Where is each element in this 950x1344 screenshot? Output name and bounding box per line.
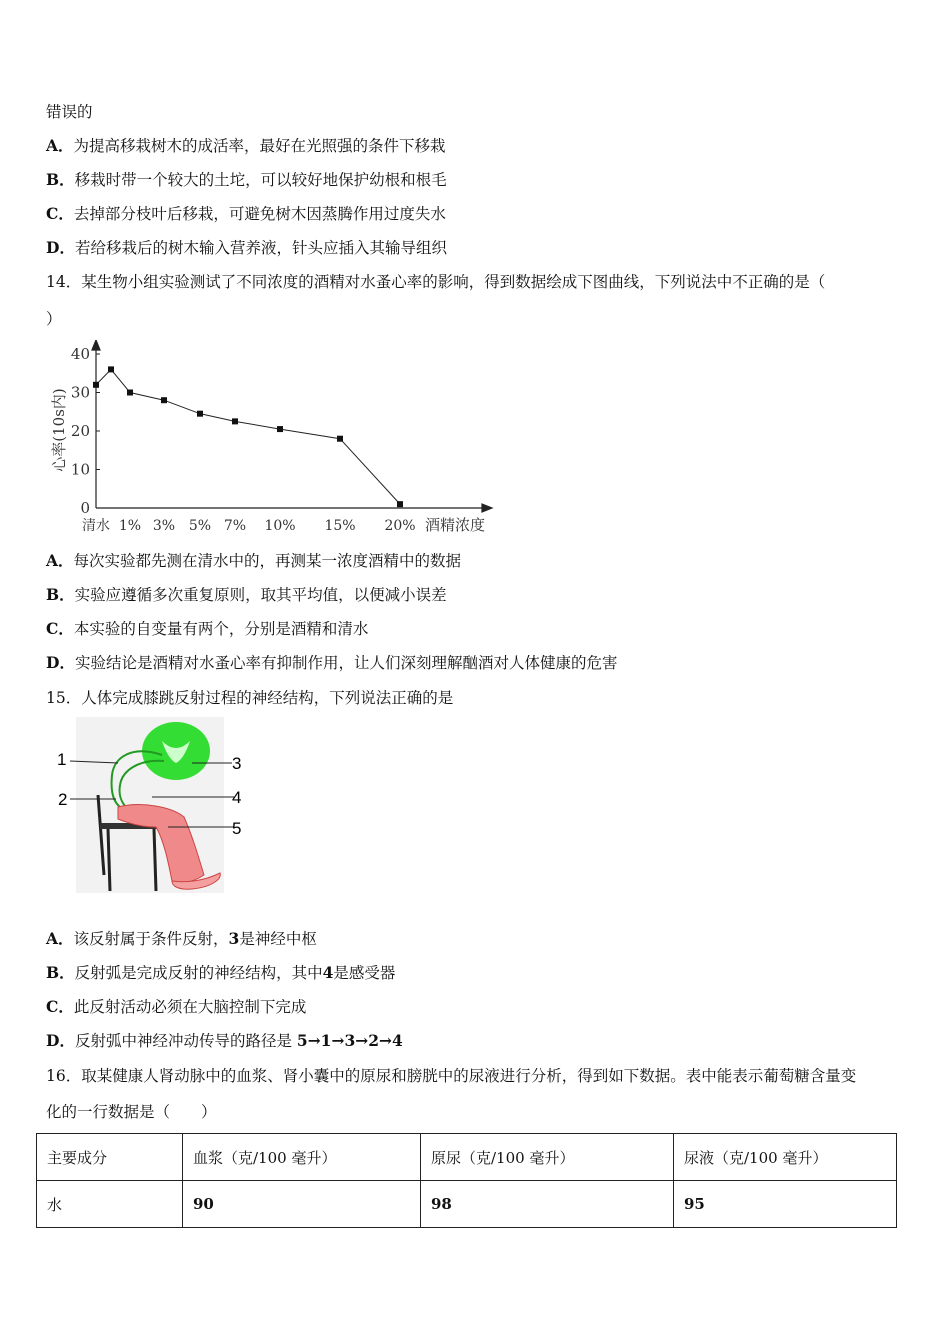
q15-option-b[interactable]: B．反射弧是完成反射的神经结构，其中4是感受器 <box>46 963 396 982</box>
x-tick-label: 7% <box>223 518 247 534</box>
table-header-row <box>37 1134 897 1181</box>
q15-option-a[interactable]: A．该反射属于条件反射，3是神经中枢 <box>46 929 317 948</box>
data-point <box>108 366 114 372</box>
q14-stem-end: ） <box>46 310 62 328</box>
y-tick-label: 30 <box>70 383 90 402</box>
y-axis-arrow <box>92 340 100 350</box>
x-axis-label: 酒精浓度 <box>425 516 486 534</box>
table-cell: 水 <box>37 1181 183 1228</box>
y-tick-label: 40 <box>70 345 90 363</box>
q15-option-d[interactable]: D．反射弧中神经冲动传导的路径是 5→1→3→2→4 <box>46 1031 403 1050</box>
label-4: 4 <box>232 788 242 807</box>
q14-stem: 14．某生物小组实验测试了不同浓度的酒精对水蚤心率的影响，得到数据绘成下图曲线，下列说法中不正确的是（ <box>46 273 826 291</box>
data-point <box>397 501 403 507</box>
chart-axes <box>92 340 492 512</box>
q14-option-a[interactable]: A．每次实验都先测在清水中的，再测某一浓度酒精中的数据 <box>46 551 462 570</box>
q15-stem: 15．人体完成膝跳反射过程的神经结构，下列说法正确的是 <box>46 689 454 707</box>
x-tick-label: 清水 <box>82 518 110 534</box>
data-point <box>277 426 283 432</box>
chair-leg-2 <box>154 829 156 891</box>
label-5: 5 <box>232 819 242 838</box>
y-axis-label: 心率(10s内) <box>50 388 68 472</box>
x-tick-label: 15% <box>324 518 356 534</box>
q15-option-c[interactable]: C．此反射活动必须在大脑控制下完成 <box>46 997 307 1016</box>
x-axis-arrow <box>482 504 492 512</box>
table-header: 尿液（克/100 毫升） <box>674 1134 897 1181</box>
label-1: 1 <box>57 750 67 769</box>
composition-table <box>36 1133 897 1228</box>
q13-option-d[interactable]: D．若给移栽后的树木输入营养液，针头应插入其输导组织 <box>46 238 447 257</box>
heart-rate-chart <box>46 340 506 540</box>
heart-rate-line <box>96 369 400 504</box>
q13-option-b[interactable]: B．移栽时带一个较大的土坨，可以较好地保护幼根和根毛 <box>46 170 447 189</box>
data-point <box>337 436 343 442</box>
x-tick-label: 10% <box>264 518 296 534</box>
y-tick-label: 20 <box>70 422 90 440</box>
q14-option-d[interactable]: D．实验结论是酒精对水蚤心率有抑制作用，让人们深刻理解酗酒对人体健康的危害 <box>46 653 618 672</box>
q13-option-a[interactable]: A．为提高移栽树木的成活率，最好在光照强的条件下移栽 <box>46 136 446 155</box>
y-tick-label: 10 <box>70 460 90 479</box>
label-2: 2 <box>58 790 68 809</box>
x-tick-label: 20% <box>384 518 416 534</box>
data-point <box>161 397 167 403</box>
label-3: 3 <box>232 754 242 773</box>
table-row <box>37 1181 897 1228</box>
table-header: 血浆（克/100 毫升） <box>183 1134 421 1181</box>
q16-stem-end: 化的一行数据是（ ） <box>46 1103 217 1121</box>
q14-option-b[interactable]: B．实验应遵循多次重复原则，取其平均值，以便减小误差 <box>46 585 447 604</box>
chair-leg-1 <box>108 829 110 891</box>
knee-reflex-figure <box>52 715 252 895</box>
table-cell: 90 <box>183 1181 421 1228</box>
data-point <box>197 411 203 417</box>
table-cell: 98 <box>421 1181 674 1228</box>
data-point <box>93 382 99 388</box>
table-header: 主要成分 <box>37 1134 183 1181</box>
x-tick-label: 5% <box>188 518 212 534</box>
table-cell: 95 <box>674 1181 897 1228</box>
heart-rate-points <box>93 366 403 507</box>
data-point <box>127 390 133 396</box>
x-ticks <box>82 517 416 534</box>
q13-option-c[interactable]: C．去掉部分枝叶后移栽，可避免树木因蒸腾作用过度失水 <box>46 204 446 223</box>
q14-option-c[interactable]: C．本实验的自变量有两个，分别是酒精和清水 <box>46 619 369 638</box>
q16-stem: 16．取某健康人肾动脉中的血浆、肾小囊中的原尿和膀胱中的尿液进行分析，得到如下数据。表中能表示葡萄糖含量变 <box>46 1067 857 1085</box>
table-header: 原尿（克/100 毫升） <box>421 1134 674 1181</box>
prev-question-tail: 错误的 <box>46 103 93 121</box>
x-tick-label: 3% <box>152 518 176 534</box>
y-tick-label: 0 <box>80 499 90 517</box>
x-tick-label: 1% <box>118 518 142 534</box>
data-point <box>232 418 238 424</box>
